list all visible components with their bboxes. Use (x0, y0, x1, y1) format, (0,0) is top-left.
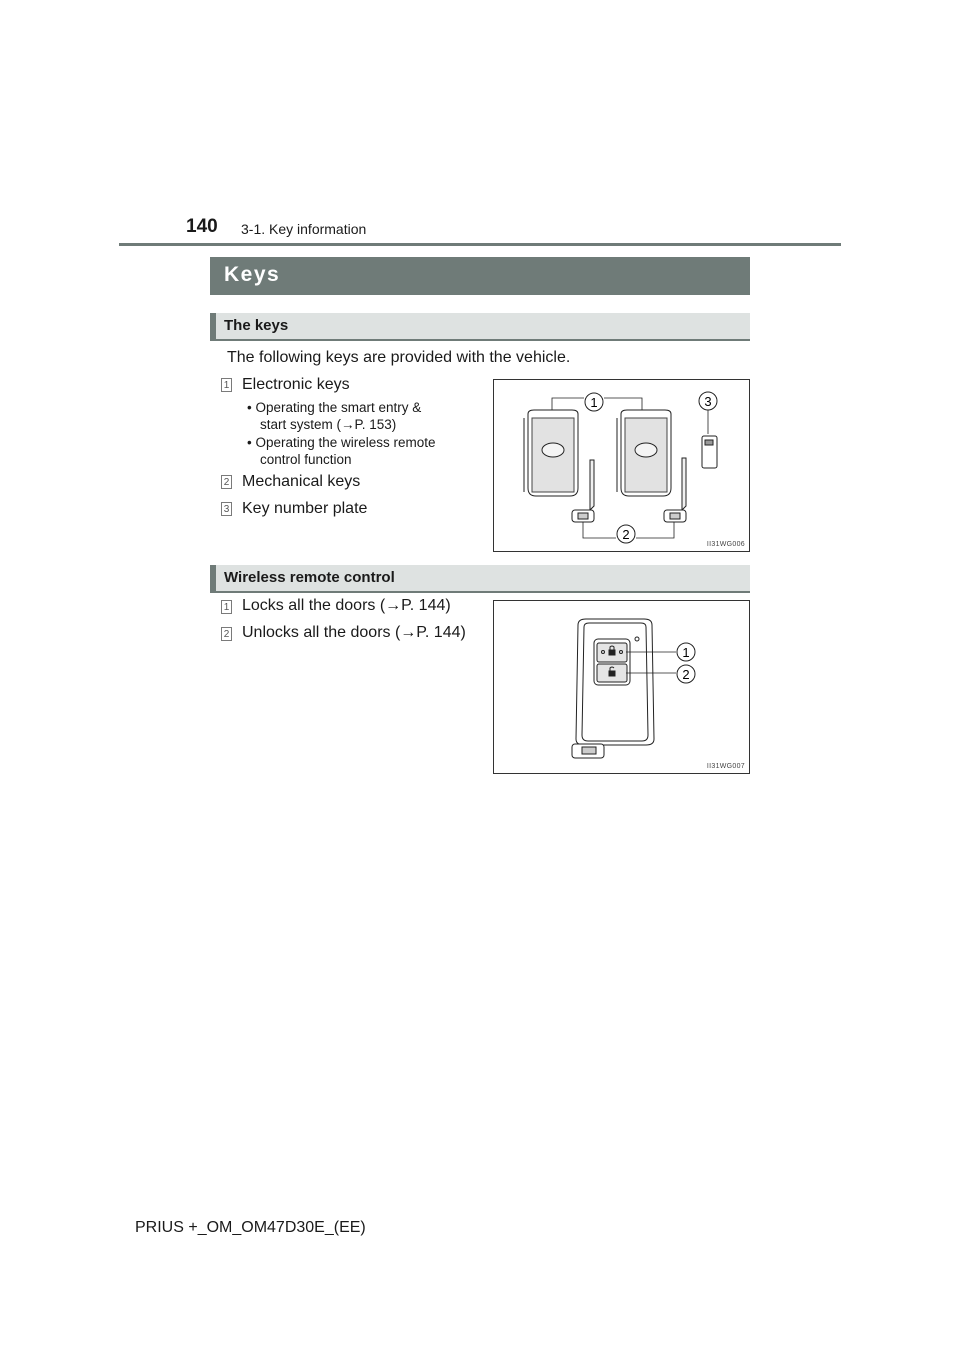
figure-keys (493, 379, 750, 552)
callout-label-2: 2 (622, 527, 630, 542)
page-number: 140 (186, 216, 218, 237)
footer-doc-code: PRIUS +_OM_OM47D30E_(EE) (135, 1219, 366, 1236)
electronic-key-right (617, 410, 671, 496)
callout-label-1: 1 (590, 395, 598, 410)
subheading-wireless-remote-text: Wireless remote control (224, 569, 395, 586)
item-mechanical-keys: Mechanical keys (242, 473, 361, 490)
bullet-smart-entry (247, 399, 500, 433)
figure-code: II31WG006 (706, 541, 745, 548)
section-label: 3-1. Key information (241, 221, 367, 237)
key-number-plate (702, 436, 717, 468)
item-key-number-plate: Key number plate (242, 500, 368, 517)
bullet-smart-entry-line-1: • Operating the smart entry & (247, 400, 422, 415)
figure-remote (493, 600, 750, 774)
callout-label-lock: 1 (682, 645, 690, 660)
bullet-wireless-remote-line-2: control function (260, 452, 352, 467)
bullet-smart-entry-line-2: start system (→P. 153) (260, 417, 397, 432)
item-number-1: 1 (221, 378, 232, 392)
callout-label-unlock: 2 (682, 667, 690, 682)
item-unlock-doors: Unlocks all the doors (→P. 144) (242, 624, 466, 641)
figure-code-remote: II31WG007 (706, 763, 745, 770)
item-number-lock: 1 (221, 600, 232, 614)
keys-illustration (494, 380, 749, 551)
item-number-3: 3 (221, 502, 232, 516)
item-number-unlock: 2 (221, 627, 232, 641)
item-lock-doors: Locks all the doors (→P. 144) (242, 597, 451, 614)
item-number-2: 2 (221, 475, 232, 489)
intro-text: The following keys are provided with the vehicle. (227, 349, 571, 366)
page-title-bar (210, 257, 750, 295)
item-electronic-keys: Electronic keys (242, 376, 350, 393)
electronic-key-left (524, 410, 578, 496)
subheading-the-keys (210, 313, 750, 341)
bullet-wireless-remote (247, 434, 500, 468)
remote-illustration (494, 601, 749, 773)
subheading-wireless-remote (210, 565, 750, 593)
callout-label-3: 3 (704, 394, 712, 409)
remote-fob (572, 619, 654, 758)
bullet-wireless-remote-line-1: • Operating the wireless remote (247, 435, 436, 450)
header-rule (119, 243, 841, 246)
subheading-the-keys-text: The keys (224, 317, 289, 334)
page-title: Keys (224, 263, 281, 286)
